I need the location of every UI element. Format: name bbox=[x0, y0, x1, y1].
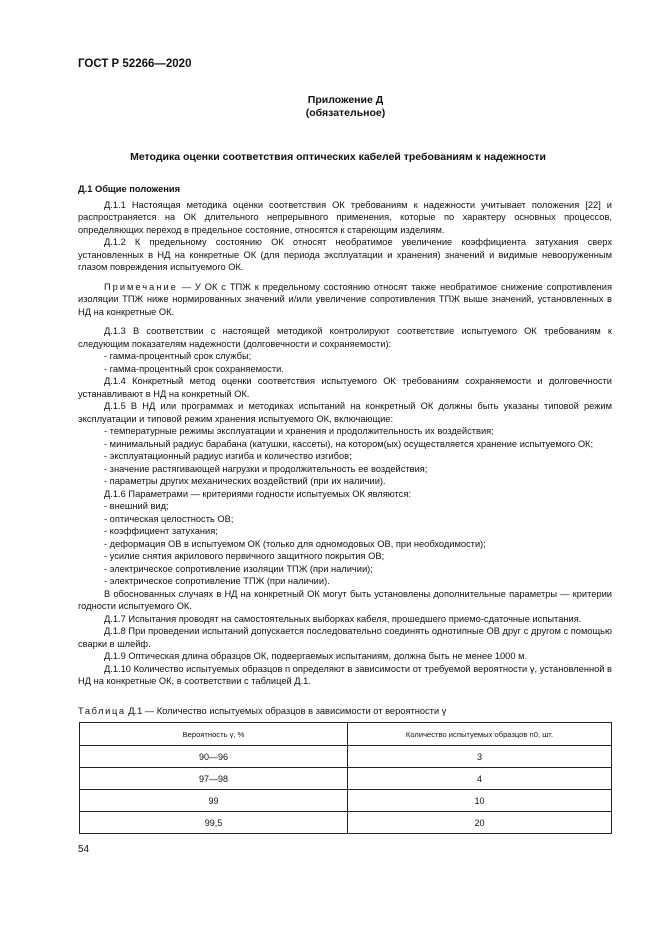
list-item: - усилие снятия акрилового первичного защитного покрытия ОВ; bbox=[104, 551, 385, 561]
probability-table bbox=[79, 722, 612, 834]
cell-sample-count: 10 bbox=[348, 790, 612, 812]
cell-probability: 90—96 bbox=[80, 746, 348, 768]
paragraph-d-1-4: Д.1.4 Конкретный метод оценки соответствия испытуемого ОК требованиям сохраняемости и долговечности устанавливают в НД на конкретный ОК. bbox=[78, 376, 612, 399]
column-header-sample-count: Количество испытуемых образцов n0, шт. bbox=[348, 723, 612, 746]
annex-title: Приложение Д bbox=[307, 94, 384, 106]
note-label: Примечание bbox=[104, 281, 178, 292]
list-item: - минимальный радиус барабана (катушки, кассеты), на котором(ых) осуществляется хранение испытуемого ОК; bbox=[104, 438, 594, 449]
paragraph-d-1-2: Д.1.2 К предельному состоянию ОК относят необратимое увеличение коэффициента затухания сверх установленных в НД на конкретные ОК (для периода эксплуатации и хранения) значений и видимые невооруженным глазом повреждения испытуемого ОК. bbox=[78, 237, 612, 272]
table-label: Таблица bbox=[78, 706, 126, 716]
table-row bbox=[80, 812, 612, 834]
list-item: - эксплуатационный радиус изгиба и количество изгибов; bbox=[104, 451, 352, 461]
table-row bbox=[80, 746, 612, 768]
list-item: - электрическое сопротивление изоляции ТПЖ (при наличии); bbox=[104, 563, 373, 574]
list-item: - деформация ОВ в испытуемом ОК (только для одномодовых ОВ, при необходимости); bbox=[104, 538, 486, 549]
paragraph-d-1-9: Д.1.9 Оптическая длина образцов ОК, подвергаемых испытаниям, должна быть не менее 1000 м. bbox=[104, 651, 528, 661]
annex-status: (обязательное) bbox=[305, 107, 386, 119]
document-header: ГОСТ Р 52266—2020 bbox=[78, 58, 192, 70]
paragraph-d-1-6: Д.1.6 Параметрами — критериями годности испытуемых ОК являются: bbox=[104, 488, 411, 499]
paragraph-d-1-3: Д.1.3 В соответствии с настоящей методикой контролируют соответствие испытуемого ОК требованиям к следующим показателям надежности (долговечности и сохраняемости): bbox=[78, 326, 612, 349]
note-text: — У ОК с ТПЖ к предельному состоянию относят также необратимое снижение сопротивления изоляции ТПЖ ниже нормированных значений и/или увеличение сопротивления ТПЖ выше значений, установленных в НД на конкретные ОК. bbox=[78, 281, 612, 317]
column-header-probability: Вероятность γ, % bbox=[80, 723, 348, 746]
paragraph-d-1-10: Д.1.10 Количество испытуемых образцов n определяют в зависимости от требуемой вероятности γ, установленной в НД на конкретные ОК, в соответствии с таблицей Д.1. bbox=[78, 663, 612, 686]
list-item: - электрическое сопротивление ТПЖ (при наличии). bbox=[104, 576, 330, 586]
list-item: - гамма-процентный срок службы; bbox=[104, 351, 252, 361]
table-caption-text: Д.1 — Количество испытуемых образцов в зависимости от вероятности γ bbox=[125, 706, 447, 716]
paragraph-d-1-6-tail: В обоснованных случаях в НД на конкретный ОК могут быть установлены дополнительные параметры — критерии годности испытуемого ОК. bbox=[78, 588, 612, 611]
table-row bbox=[80, 790, 612, 812]
table-caption bbox=[78, 706, 446, 716]
cell-sample-count: 4 bbox=[348, 768, 612, 790]
note bbox=[78, 281, 612, 319]
paragraph-d-1-5: Д.1.5 В НД или программах и методиках испытаний на конкретный ОК должны быть указаны типовой режим эксплуатации и типовой режим хранения испытуемого ОК, включающие: bbox=[78, 401, 612, 424]
list-item: - параметры других механических воздействий (при их наличии). bbox=[104, 476, 386, 486]
cell-probability: 99 bbox=[80, 790, 348, 812]
section-heading: Д.1 Общие положения bbox=[78, 184, 181, 194]
cell-probability: 99,5 bbox=[80, 812, 348, 834]
paragraph-d-1-8: Д.1.8 При проведении испытаний допускается последовательно соединять однотипные ОВ друг с другом с помощью сварки в шлейф. bbox=[78, 626, 612, 649]
list-item: - оптическая целостность ОВ; bbox=[104, 513, 234, 524]
paragraph-d-1-1: Д.1.1 Настоящая методика оценки соответствия ОК требованиям к надежности учитывает положения [22] и распространяется на ОК длительного непрерывного применения, которые по характеру основных процессов, определяющих переход в предельное состояние, относятся к стареющим изделиям. bbox=[78, 199, 612, 235]
table-header-row bbox=[80, 723, 612, 746]
list-item: - внешний вид; bbox=[104, 501, 169, 511]
list-item: - коэффициент затухания; bbox=[104, 526, 218, 536]
page-number: 54 bbox=[78, 844, 90, 855]
cell-sample-count: 20 bbox=[348, 812, 612, 834]
table-row bbox=[80, 768, 612, 790]
list-item: - гамма-процентный срок сохраняемости. bbox=[104, 363, 284, 374]
list-item: - значение растягивающей нагрузки и продолжительность ее воздействия; bbox=[104, 463, 428, 474]
annex-heading bbox=[0, 94, 661, 120]
document-title: Методика оценки соответствия оптических кабелей требованиям к надежности bbox=[130, 151, 546, 163]
cell-probability: 97—98 bbox=[80, 768, 348, 790]
cell-sample-count: 3 bbox=[348, 746, 612, 768]
document-body bbox=[78, 183, 612, 688]
list-item: - температурные режимы эксплуатации и хранения и продолжительность их воздействия; bbox=[104, 426, 494, 436]
paragraph-d-1-7: Д.1.7 Испытания проводят на самостоятельных выборках кабеля, прошедшего приемо-сдаточные испытания. bbox=[104, 613, 582, 624]
